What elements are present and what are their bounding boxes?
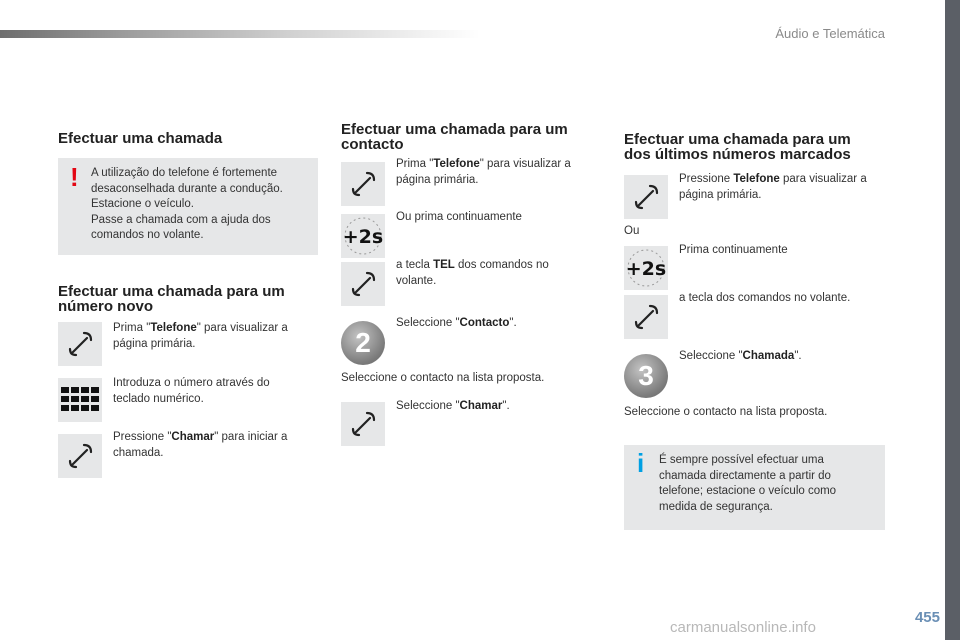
info-icon: i <box>637 448 645 478</box>
col1-step3: Pressione "Chamar" para iniciar a chamada. <box>113 431 288 459</box>
long-press-icon <box>341 214 385 258</box>
warning-line: Passe a chamada com a ajuda dos <box>91 213 271 226</box>
col3-step4: Seleccione "Chamada". <box>679 350 802 362</box>
warning-line: A utilização do telefone é fortemente <box>91 167 278 179</box>
side-strip <box>945 0 960 640</box>
warning-line: desaconselhada durante a condução. <box>91 182 283 195</box>
warning-text <box>91 166 283 244</box>
phone-icon <box>341 402 385 446</box>
col3-step1: Pressione Telefone para visualizar a página primária. <box>679 173 867 201</box>
long-press-icon <box>624 246 668 290</box>
phone-icon <box>58 434 102 478</box>
section-title: Áudio e Telemática <box>775 26 885 41</box>
phone-icon <box>341 162 385 206</box>
col2-title: Efectuar uma chamada para um contacto <box>341 121 568 153</box>
info-line: telefone; estacione o veículo como <box>659 485 837 497</box>
warning-line: Estacione o veículo. <box>91 198 194 210</box>
col3-step3: a tecla dos comandos no volante. <box>679 292 851 304</box>
long-press-icon-box <box>624 246 668 290</box>
col2-step1: Prima "Telefone" para visualizar a página primária. <box>396 158 571 186</box>
col1-step1: Prima "Telefone" para visualizar a página primária. <box>113 322 288 350</box>
phone-icon <box>624 175 668 219</box>
info-text <box>659 453 836 515</box>
warning-line: comandos no volante. <box>91 229 204 241</box>
info-line: chamada directamente a partir do <box>659 469 831 482</box>
warning-note <box>58 158 318 255</box>
long-press-icon-box <box>341 214 385 258</box>
keypad-icon <box>58 378 102 422</box>
info-line: É sempre possível efectuar uma <box>659 454 824 466</box>
long-press-label: +2s <box>342 226 384 248</box>
col3-step5: Seleccione o contacto na lista proposta. <box>624 406 828 418</box>
col2-step4: Seleccione "Contacto". <box>396 317 517 329</box>
phone-icon <box>624 295 668 339</box>
step-number-2: 2 <box>341 321 385 365</box>
warning-icon: ! <box>70 162 79 192</box>
col1-title: Efectuar uma chamada <box>58 130 223 147</box>
col2-step2: Ou prima continuamente <box>396 211 522 223</box>
col2-step3: a tecla TEL dos comandos no volante. <box>396 259 549 287</box>
phone-icon-box <box>624 295 668 339</box>
col3-step2: Prima continuamente <box>679 244 788 256</box>
col2-step5: Seleccione o contacto na lista proposta. <box>341 372 545 384</box>
watermark: carmanualsonline.info <box>670 619 816 636</box>
info-note <box>624 445 885 530</box>
col3-title: Efectuar uma chamada para um dos últimos números marcados <box>624 131 851 163</box>
keypad-icon-box <box>58 378 102 422</box>
subtitle-line: Efectuar uma chamada para um <box>58 283 285 300</box>
info-line: medida de segurança. <box>659 500 773 513</box>
page-number <box>915 609 940 626</box>
phone-icon-box <box>341 162 385 206</box>
header-bar <box>0 30 480 38</box>
subtitle-line: número novo <box>58 298 154 315</box>
phone-icon <box>58 322 102 366</box>
col3-ou: Ou <box>624 225 640 237</box>
step-number-3: 3 <box>624 354 668 398</box>
col1-step2: Introduza o número através do teclado numérico. <box>113 377 270 405</box>
phone-icon-box <box>341 262 385 306</box>
col1-subtitle <box>58 284 285 314</box>
page-number-value: 455 <box>914 609 940 626</box>
phone-icon-box <box>341 402 385 446</box>
phone-icon <box>341 262 385 306</box>
phone-icon-box <box>624 175 668 219</box>
phone-icon-box <box>58 434 102 478</box>
long-press-label: +2s <box>625 258 667 280</box>
col2-step6: Seleccione "Chamar". <box>396 400 510 412</box>
phone-icon-box <box>58 322 102 366</box>
